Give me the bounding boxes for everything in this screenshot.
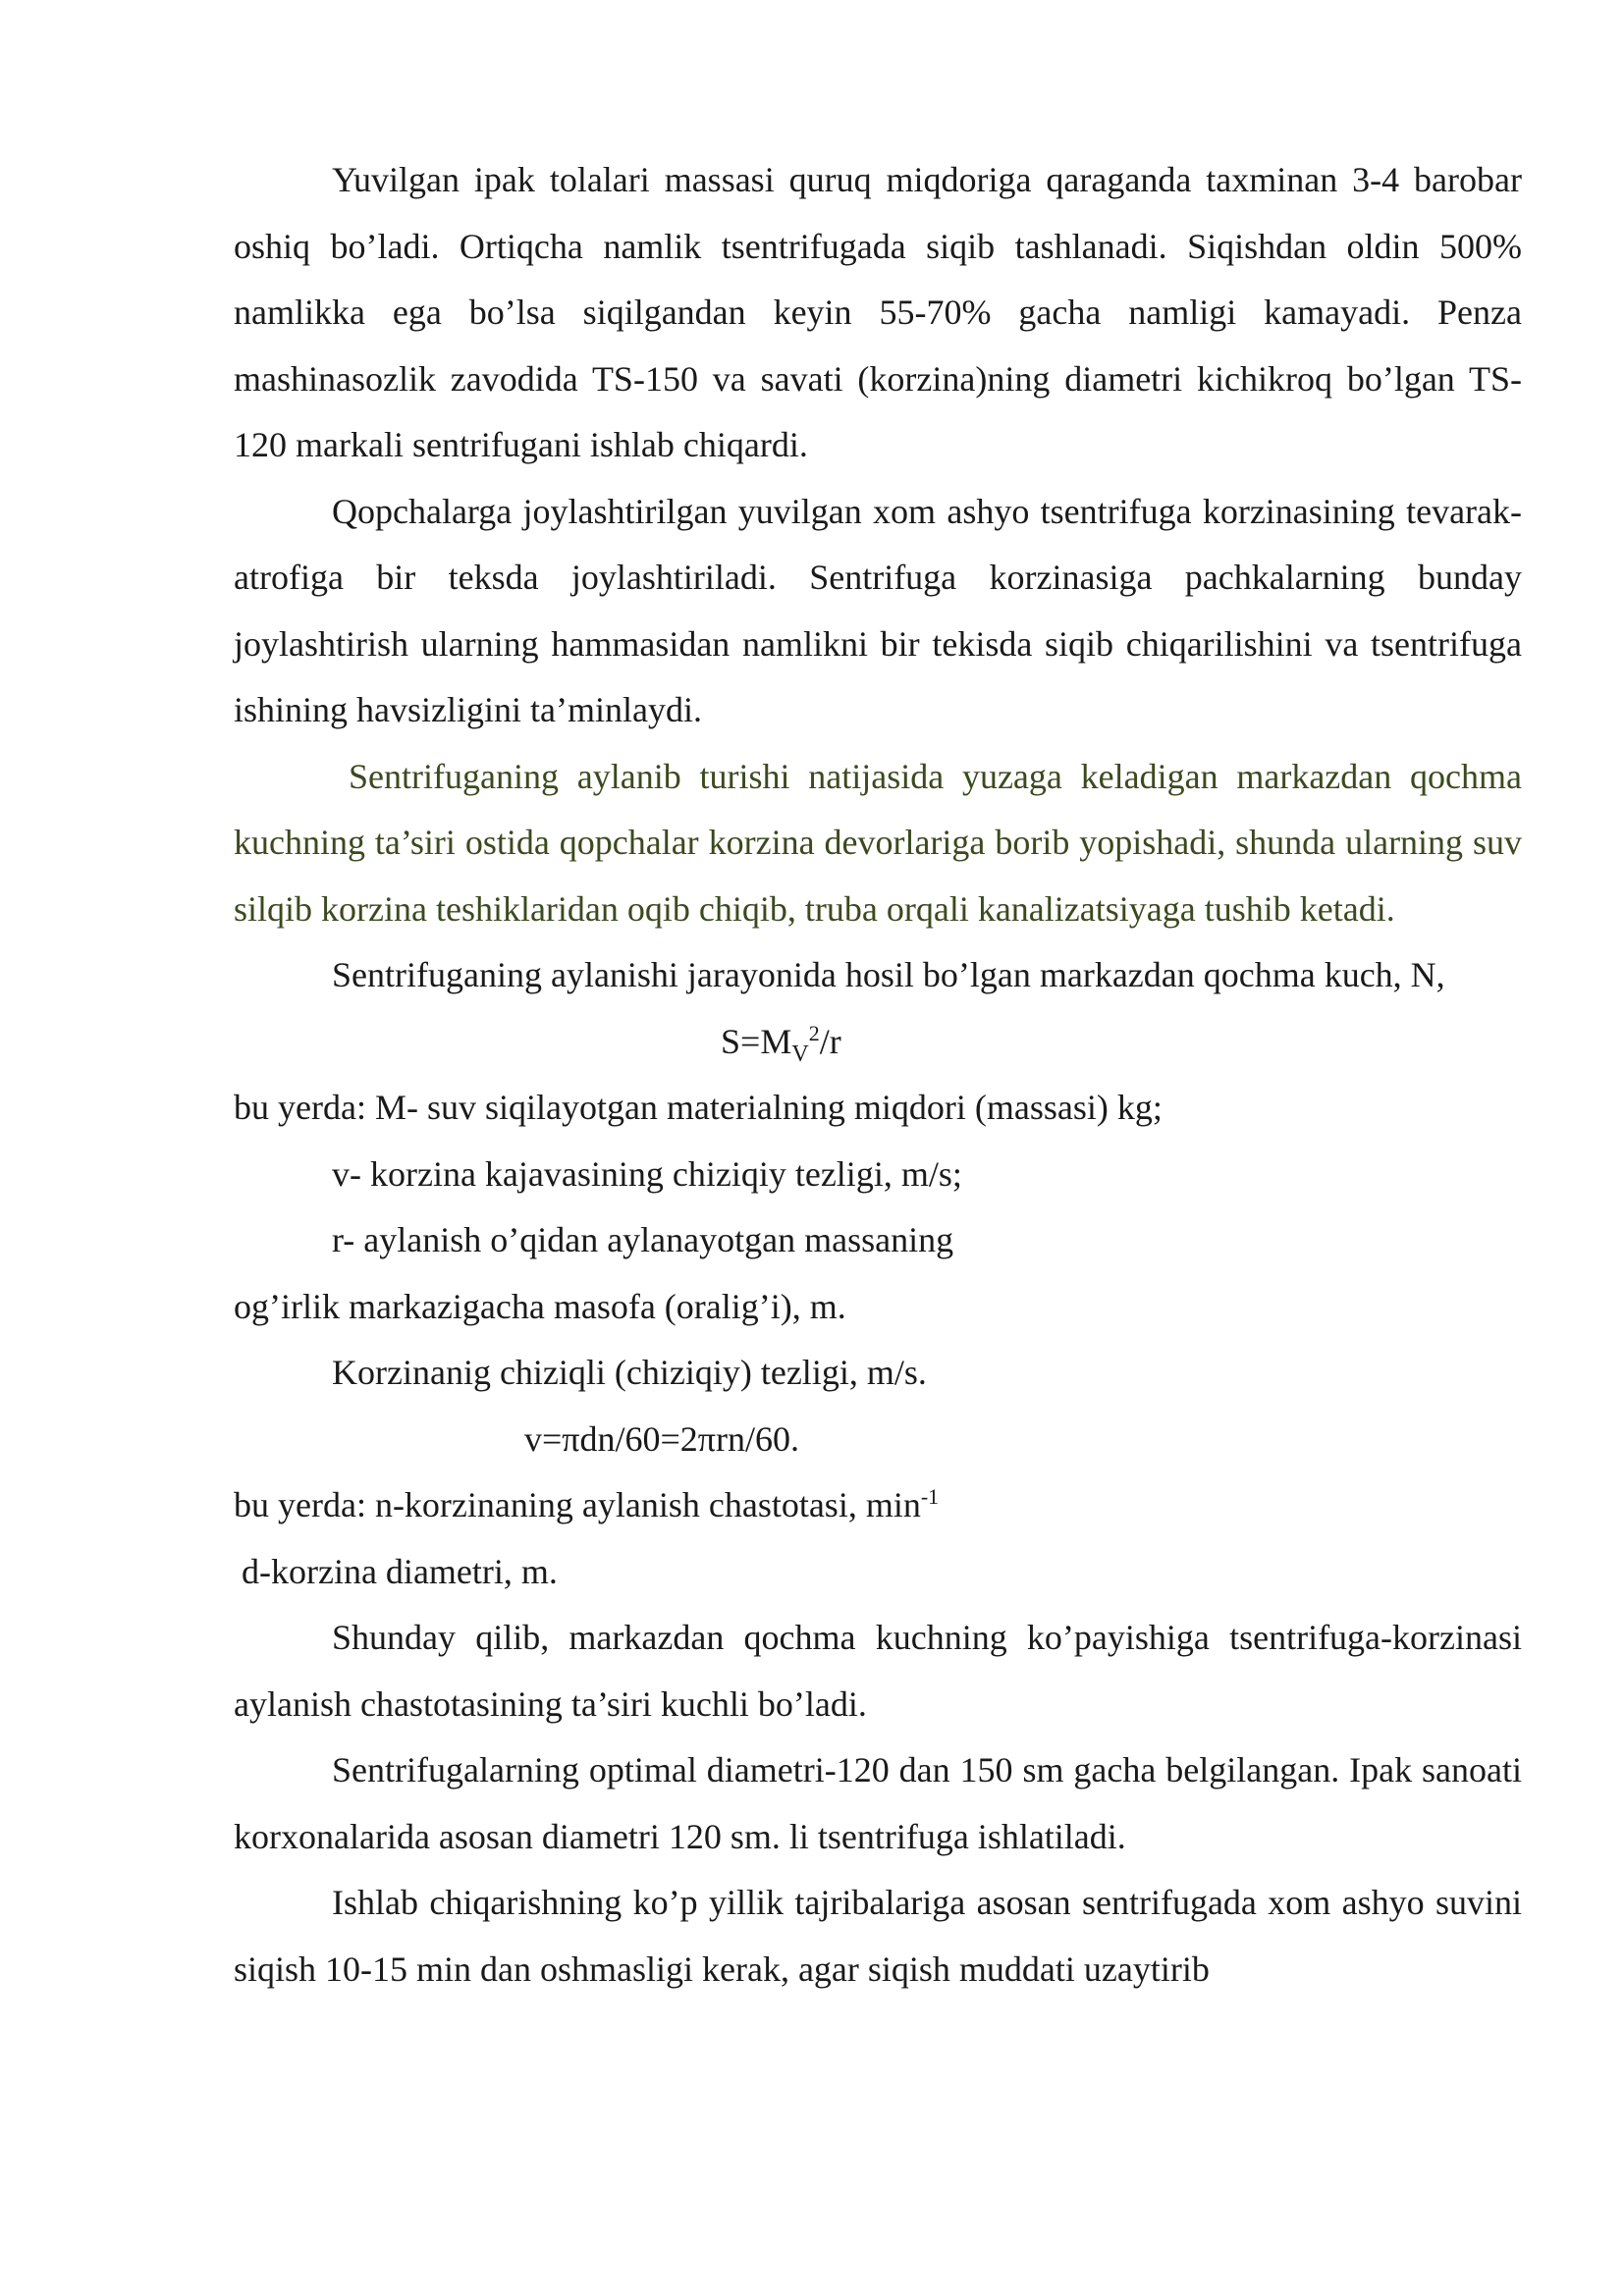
formula-rhs: /r — [819, 1021, 841, 1061]
formula-lhs: S=M — [721, 1021, 792, 1061]
where-line-3: r- aylanish o’qidan aylanayotgan massaning — [332, 1220, 954, 1259]
paragraph-5: Korzinanig chiziqli (chiziqiy) tezligi, m/s. — [332, 1353, 927, 1392]
where-line-5-superscript: -1 — [920, 1484, 940, 1509]
where-line-6: d-korzina diametri, m. — [242, 1551, 558, 1591]
formula-centrifugal-force — [234, 1009, 1522, 1076]
paragraph-6: Shunday qilib, markazdan qochma kuchning ko’payishiga tsentrifuga-korzinasi aylanish chastotasining ta’siri kuchli bo’ladi. — [234, 1618, 1522, 1724]
paragraph-1: Yuvilgan ipak tolalari massasi quruq miqdoriga qaraganda taxminan 3-4 barobar oshiq bo’ladi. Ortiqcha namlik tsentrifugada siqib tashlanadi. Siqishdan oldin 500% namlikka ega bo’lsa siqilgandan keyin 55-70% gacha namligi kamayadi. Penza mashinasozlik zavodida TS-150 va savati (korzina)ning diametri kichikroq bo’lgan TS-120 markali sentrifugani ishlab chiqardi. — [234, 160, 1522, 464]
formula-superscript: 2 — [808, 1020, 820, 1045]
paragraph-8: Ishlab chiqarishning ko’p yillik tajribalariga asosan sentrifugada xom ashyo suvini siqish 10-15 min dan oshmasligi kerak, agar siqish muddati uzaytirib — [234, 1883, 1522, 1989]
where-line-5 — [234, 1472, 1522, 1539]
where-line-4: og’irlik markazigacha masofa (oralig’i), m. — [234, 1286, 846, 1326]
paragraph-7: Sentrifugalarning optimal diametri-120 dan 150 sm gacha belgilangan. Ipak sanoati korxonalarida asosan diametri 120 sm. li tsentrifuga ishlatiladi. — [234, 1750, 1522, 1856]
where-line-5-text: bu yerda: n-korzinaning aylanish chastotasi, min — [234, 1485, 921, 1524]
formula-linear-speed: v=πdn/60=2πrn/60. — [524, 1418, 799, 1459]
paragraph-2: Qopchalarga joylashtirilgan yuvilgan xom ashyo tsentrifuga korzinasining tevarak-atrofiga bir teksda joylashtiriladi. Sentrifuga korzinasiga pachkalarning bunday joylashtirish ularning hammasidan namlikni bir tekisda siqib chiqarilishini va tsentrifuga ishining havsizligini ta’minlaydi. — [234, 491, 1522, 729]
paragraph-3-highlighted: Sentrifuganing aylanib turishi natijasida yuzaga keladigan markazdan qochma kuchning ta’siri ostida qopchalar korzina devorlariga borib yopishadi, shunda ularning suv silqib korzina teshiklaridan oqib chiqib, truba orqali kanalizatsiyaga tushib ketadi. — [234, 756, 1522, 929]
document-page — [234, 147, 1522, 2002]
where-line-1: bu yerda: M- suv siqilayotgan materialning miqdori (massasi) kg; — [234, 1088, 1163, 1127]
formula-subscript: V — [791, 1041, 809, 1067]
paragraph-4: Sentrifuganing aylanishi jarayonida hosil bo’lgan markazdan qochma kuch, N, — [332, 955, 1445, 994]
where-line-2: v- korzina kajavasining chiziqiy tezligi, m/s; — [332, 1153, 962, 1194]
